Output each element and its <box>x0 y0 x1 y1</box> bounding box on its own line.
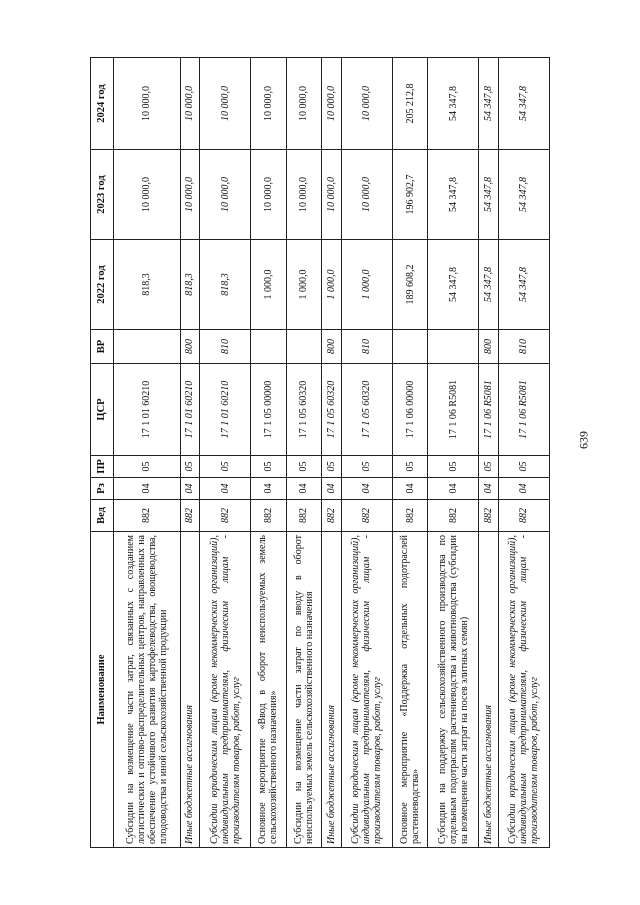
cell-csr: 17 1 01 60210 <box>114 364 181 456</box>
table-row <box>392 58 427 848</box>
header-rz: Рз <box>91 478 114 500</box>
cell-rz: 04 <box>251 478 286 500</box>
cell-2023: 10 000,0 <box>251 150 286 240</box>
cell-ved: 882 <box>498 500 549 532</box>
cell-2024: 10 000,0 <box>251 58 286 150</box>
budget-table-sheet <box>90 58 550 848</box>
cell-csr: 17 1 01 60210 <box>200 364 251 456</box>
table-header-row <box>91 58 114 848</box>
cell-2024: 10 000,0 <box>200 58 251 150</box>
cell-pr: 05 <box>341 456 392 478</box>
cell-2023: 10 000,0 <box>322 150 342 240</box>
cell-pr: 05 <box>428 456 479 478</box>
cell-pr: 05 <box>114 456 181 478</box>
table-body <box>114 58 550 848</box>
cell-pr: 05 <box>479 456 499 478</box>
table-row <box>341 58 392 848</box>
cell-name: Основное мероприятие «Ввод в оборот неиспользуемых земель сельскохозяйственного назначения» <box>251 532 286 848</box>
cell-vr: 800 <box>479 330 499 364</box>
cell-2023: 196 902,7 <box>392 150 427 240</box>
cell-2022: 54 347,8 <box>428 240 479 330</box>
cell-vr <box>392 330 427 364</box>
cell-2022: 54 347,8 <box>498 240 549 330</box>
cell-csr: 17 1 05 60320 <box>286 364 321 456</box>
cell-name: Субсидии на возмещение части затрат, связанных с созданием логистических и оптово-распределительных центров, направленных на обеспечение устойчивого развития картофелеводства, овощеводства, плодоводства и иной сельскохозяйственной продукции <box>114 532 181 848</box>
cell-2022: 54 347,8 <box>479 240 499 330</box>
cell-pr: 05 <box>251 456 286 478</box>
cell-rz: 04 <box>479 478 499 500</box>
cell-name: Субсидии на возмещение части затрат по вводу в оборот неиспользуемых земель сельскохозяйственного назначения <box>286 532 321 848</box>
cell-csr: 17 1 01 60210 <box>180 364 200 456</box>
cell-2023: 10 000,0 <box>341 150 392 240</box>
header-2024: 2024 год <box>91 58 114 150</box>
cell-rz: 04 <box>180 478 200 500</box>
header-2023: 2023 год <box>91 150 114 240</box>
cell-pr: 05 <box>180 456 200 478</box>
cell-vr <box>428 330 479 364</box>
cell-2024: 10 000,0 <box>341 58 392 150</box>
cell-2022: 818,3 <box>114 240 181 330</box>
table-row <box>114 58 181 848</box>
cell-pr: 05 <box>498 456 549 478</box>
cell-csr: 17 1 06 R5081 <box>479 364 499 456</box>
cell-name: Иные бюджетные ассигнования <box>180 532 200 848</box>
table-row <box>200 58 251 848</box>
cell-name: Субсидии юридическим лицам (кроме некоммерческих организаций), индивидуальным предпринимателям, физическим лицам - производителям товаров, работ, услуг <box>498 532 549 848</box>
cell-2023: 54 347,8 <box>428 150 479 240</box>
cell-2024: 54 347,8 <box>479 58 499 150</box>
cell-2024: 10 000,0 <box>114 58 181 150</box>
cell-pr: 05 <box>286 456 321 478</box>
table-row <box>428 58 479 848</box>
cell-rz: 04 <box>200 478 251 500</box>
cell-rz: 04 <box>341 478 392 500</box>
cell-pr: 05 <box>392 456 427 478</box>
cell-name: Иные бюджетные ассигнования <box>479 532 499 848</box>
cell-2024: 205 212,8 <box>392 58 427 150</box>
header-csr: ЦСР <box>91 364 114 456</box>
cell-csr: 17 1 05 00000 <box>251 364 286 456</box>
cell-csr: 17 1 06 00000 <box>392 364 427 456</box>
table-row <box>479 58 499 848</box>
cell-vr: 810 <box>341 330 392 364</box>
cell-2023: 10 000,0 <box>114 150 181 240</box>
budget-table <box>90 57 550 848</box>
cell-csr: 17 1 05 60320 <box>341 364 392 456</box>
cell-vr: 810 <box>498 330 549 364</box>
cell-ved: 882 <box>428 500 479 532</box>
cell-2023: 54 347,8 <box>498 150 549 240</box>
cell-rz: 04 <box>428 478 479 500</box>
header-name: Наименование <box>91 532 114 848</box>
cell-csr: 17 1 06 R5081 <box>428 364 479 456</box>
cell-rz: 04 <box>392 478 427 500</box>
cell-2024: 10 000,0 <box>286 58 321 150</box>
header-2022: 2022 год <box>91 240 114 330</box>
cell-ved: 882 <box>322 500 342 532</box>
page-number: 639 <box>576 431 591 449</box>
cell-vr: 800 <box>322 330 342 364</box>
cell-name: Субсидии юридическим лицам (кроме некоммерческих организаций), индивидуальным предпринимателям, физическим лицам - производителям товаров, работ, услуг <box>341 532 392 848</box>
cell-pr: 05 <box>322 456 342 478</box>
cell-rz: 04 <box>114 478 181 500</box>
cell-name: Субсидии на поддержку сельскохозяйственного производства по отдельным подотраслям растениеводства и животноводства (субсидии на возмещение части затрат на посев элитных семян) <box>428 532 479 848</box>
cell-2024: 10 000,0 <box>180 58 200 150</box>
cell-2023: 10 000,0 <box>286 150 321 240</box>
cell-name: Субсидии юридическим лицам (кроме некоммерческих организаций), индивидуальным предпринимателям, физическим лицам - производителям товаров, работ, услуг <box>200 532 251 848</box>
cell-ved: 882 <box>251 500 286 532</box>
cell-2023: 54 347,8 <box>479 150 499 240</box>
table-row <box>180 58 200 848</box>
cell-rz: 04 <box>498 478 549 500</box>
cell-ved: 882 <box>479 500 499 532</box>
cell-2023: 10 000,0 <box>200 150 251 240</box>
cell-ved: 882 <box>200 500 251 532</box>
cell-name: Основное мероприятие «Поддержка отдельных подотраслей растениеводства» <box>392 532 427 848</box>
table-row <box>498 58 549 848</box>
table-row <box>286 58 321 848</box>
cell-2024: 54 347,8 <box>428 58 479 150</box>
cell-name: Иные бюджетные ассигнования <box>322 532 342 848</box>
cell-rz: 04 <box>322 478 342 500</box>
cell-2023: 10 000,0 <box>180 150 200 240</box>
cell-ved: 882 <box>392 500 427 532</box>
header-pr: ПР <box>91 456 114 478</box>
cell-ved: 882 <box>114 500 181 532</box>
cell-2022: 1 000,0 <box>322 240 342 330</box>
cell-2022: 1 000,0 <box>341 240 392 330</box>
cell-vr <box>251 330 286 364</box>
cell-pr: 05 <box>200 456 251 478</box>
cell-2024: 10 000,0 <box>322 58 342 150</box>
cell-2022: 1 000,0 <box>251 240 286 330</box>
cell-csr: 17 1 06 R5081 <box>498 364 549 456</box>
header-ved: Вед <box>91 500 114 532</box>
cell-ved: 882 <box>341 500 392 532</box>
cell-rz: 04 <box>286 478 321 500</box>
table-row <box>251 58 286 848</box>
cell-ved: 882 <box>286 500 321 532</box>
header-vr: ВР <box>91 330 114 364</box>
cell-csr: 17 1 05 60320 <box>322 364 342 456</box>
cell-2022: 1 000,0 <box>286 240 321 330</box>
cell-2024: 54 347,8 <box>498 58 549 150</box>
cell-ved: 882 <box>180 500 200 532</box>
cell-2022: 818,3 <box>200 240 251 330</box>
cell-2022: 189 608,2 <box>392 240 427 330</box>
cell-vr <box>114 330 181 364</box>
cell-vr: 810 <box>200 330 251 364</box>
cell-vr: 800 <box>180 330 200 364</box>
table-row <box>322 58 342 848</box>
cell-2022: 818,3 <box>180 240 200 330</box>
cell-vr <box>286 330 321 364</box>
